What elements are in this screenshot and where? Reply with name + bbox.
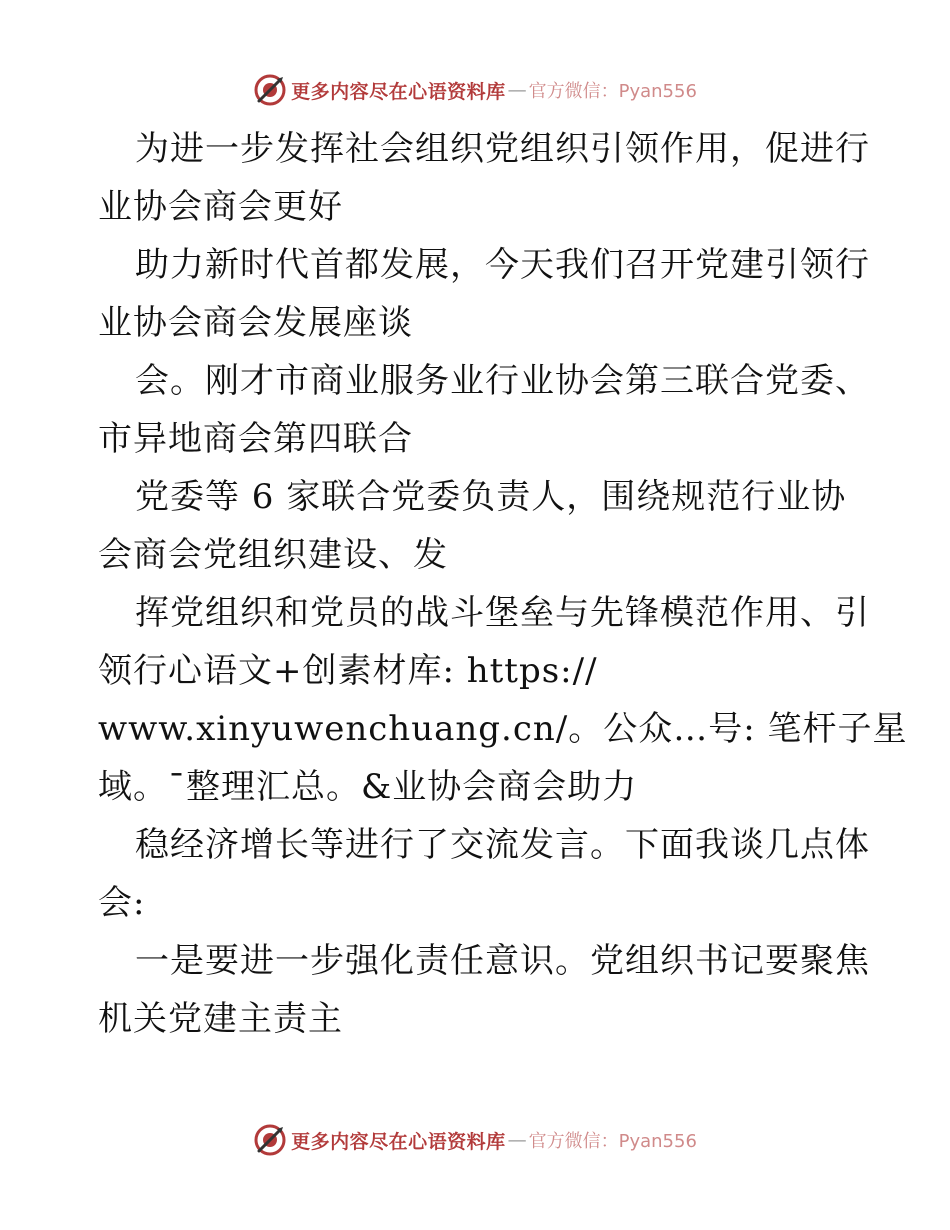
header-dash: — (507, 79, 527, 101)
body-line: 领行心语文+创素材库: https:// (98, 651, 598, 691)
body-line: 一是要进一步强化责任意识。党组织书记要聚焦 (135, 941, 870, 981)
footer-banner (0, 1120, 950, 1160)
footer-slogan: 更多内容尽在心语资料库 (291, 1130, 506, 1153)
body-line: 会: (98, 883, 146, 923)
logo-icon (253, 1123, 287, 1157)
body-line: 机关党建主责主 (98, 999, 343, 1039)
body-line: 会商会党组织建设、发 (98, 535, 448, 575)
body-line: 挥党组织和党员的战斗堡垒与先锋模范作用、引 (135, 593, 870, 633)
logo-icon (253, 73, 287, 107)
body-line: www.xinyuwenchuang.cn/。公众…号: 笔杆子星 (98, 709, 908, 749)
header-wechat: 官方微信：Pyan556 (528, 81, 697, 102)
body-line: 市异地商会第四联合 (98, 419, 413, 459)
body-line: 助力新时代首都发展，今天我们召开党建引领行 (135, 245, 870, 285)
body-line: 党委等 6 家联合党委负责人，围绕规范行业协 (135, 477, 847, 517)
footer-wechat: 官方微信：Pyan556 (528, 1131, 697, 1152)
header-banner (0, 70, 950, 110)
body-line: 为进一步发挥社会组织党组织引领作用，促进行 (135, 129, 870, 169)
body-line: 会。刚才市商业服务业行业协会第三联合党委、 (135, 361, 870, 401)
footer-dash: — (507, 1129, 527, 1151)
body-line: 业协会商会更好 (98, 187, 343, 227)
body-line: 域。¯整理汇总。&业协会商会助力 (98, 767, 638, 807)
body-line: 稳经济增长等进行了交流发言。下面我谈几点体 (135, 825, 870, 865)
document-body (98, 120, 908, 1048)
body-line: 业协会商会发展座谈 (98, 303, 413, 343)
header-slogan: 更多内容尽在心语资料库 (291, 80, 506, 103)
